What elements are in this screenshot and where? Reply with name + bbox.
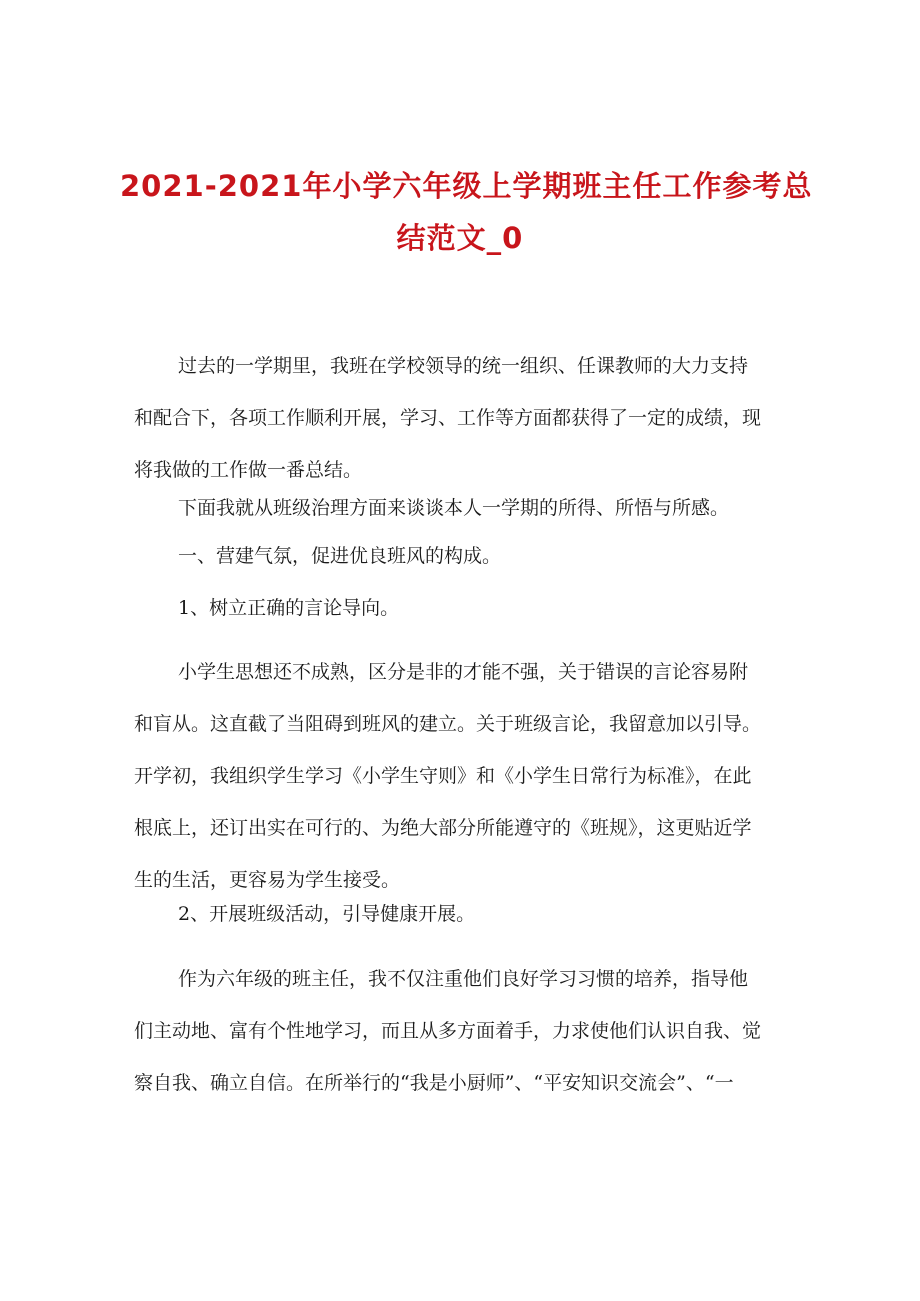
text-line: 根底上，还订出实在可行的、为绝大部分所能遵守的《班规》，这更贴近学	[134, 817, 752, 839]
text-line: 2、开展班级活动，引导健康开展。	[178, 903, 476, 925]
text-line: 1、树立正确的言论导向。	[178, 597, 400, 619]
text-line: 和配合下，各项工作顺利开展，学习、工作等方面都获得了一定的成绩，现	[134, 407, 762, 429]
text-line: 将我做的工作做一番总结。	[134, 459, 363, 481]
document-title	[120, 160, 813, 264]
text-line: 作为六年级的班主任，我不仅注重他们良好学习习惯的培养，指导他	[178, 968, 749, 990]
subsection-heading-1	[134, 582, 794, 634]
title-line-1: 2021-2021年小学六年级上学期班主任工作参考总	[120, 169, 813, 203]
title-line-2: 结范文_0	[396, 221, 524, 255]
section-heading-1	[134, 530, 794, 582]
text-line: 小学生思想还不成熟，区分是非的才能不强，关于错误的言论容易附	[178, 661, 749, 683]
subsection-heading-2	[134, 888, 794, 940]
intro-paragraph	[134, 340, 794, 496]
text-line: 们主动地、富有个性地学习，而且从多方面着手，力求使他们认识自我、觉	[134, 1020, 762, 1042]
body-paragraph-1	[134, 646, 794, 906]
text-line: 下面我就从班级治理方面来谈谈本人一学期的所得、所悟与所感。	[178, 497, 730, 519]
overview-paragraph	[134, 482, 794, 534]
text-line: 开学初，我组织学生学习《小学生守则》和《小学生日常行为标准》，在此	[134, 765, 752, 787]
text-line: 过去的一学期里，我班在学校领导的统一组织、任课教师的大力支持	[178, 355, 749, 377]
text-line: 和盲从。这直截了当阻碍到班风的建立。关于班级言论，我留意加以引导。	[134, 713, 762, 735]
body-paragraph-2	[134, 953, 794, 1109]
text-line: 一、营建气氛，促进优良班风的构成。	[178, 545, 502, 567]
text-line: 察自我、确立自信。在所举行的“我是小厨师”、“平安知识交流会”、“一	[134, 1072, 734, 1094]
text-line: 生的生活，更容易为学生接受。	[134, 869, 401, 891]
